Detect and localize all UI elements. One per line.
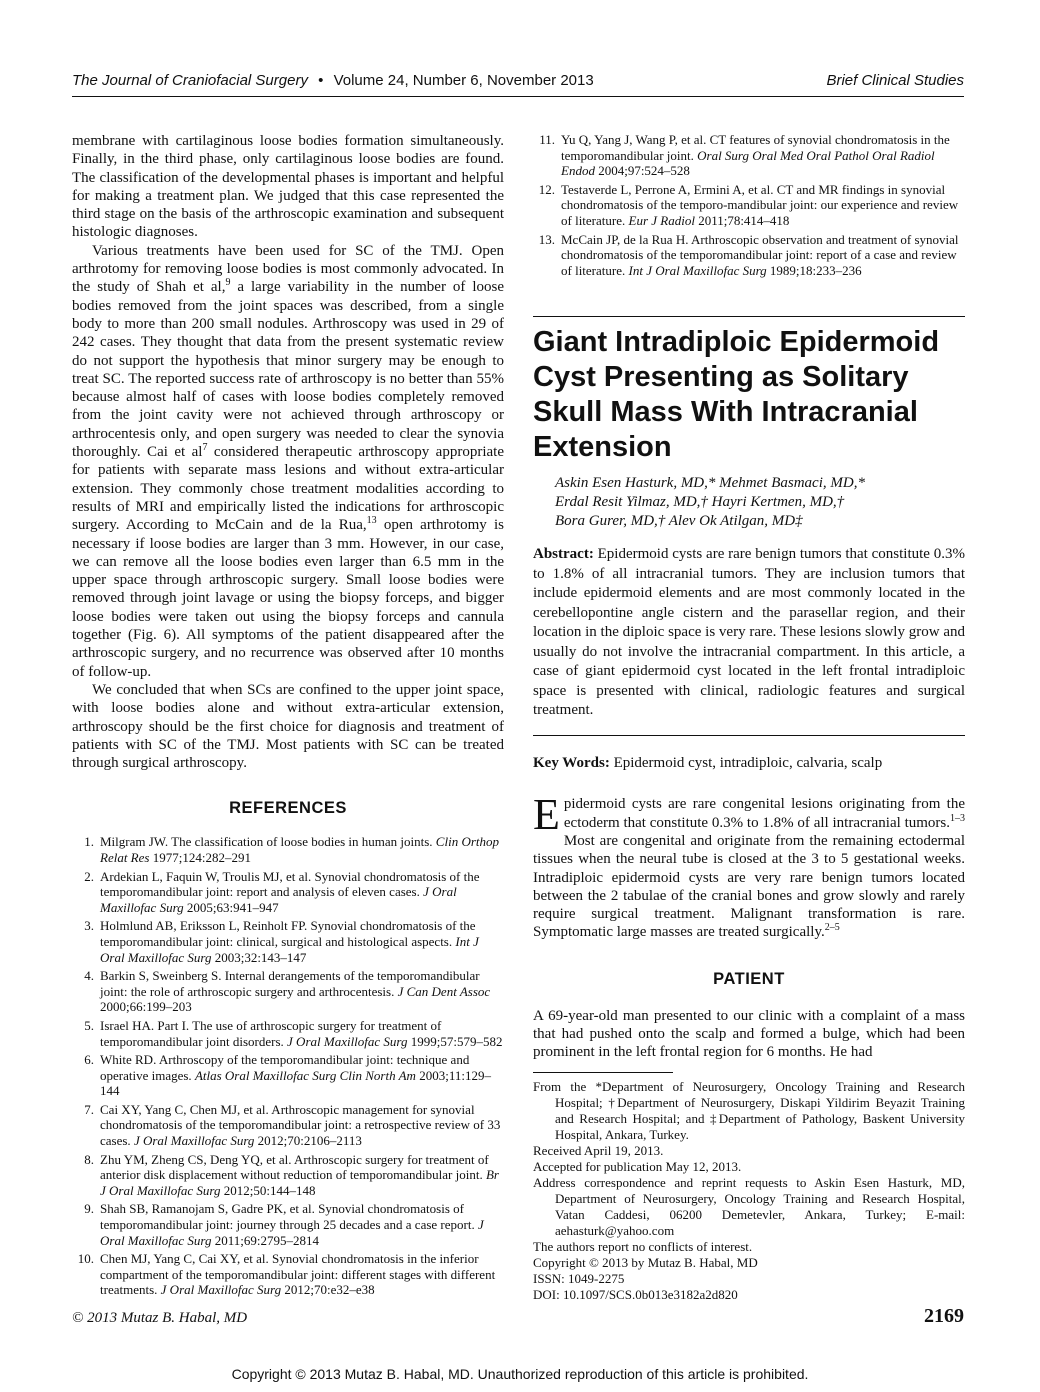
reproduction-notice: Copyright © 2013 Mutaz B. Habal, MD. Unauthorized reproduction of this article is prohibited.: [231, 1366, 809, 1382]
reference-journal: Int J Oral Maxillofac Surg: [628, 262, 767, 278]
reference-journal: J Oral Maxillofac Surg: [160, 1282, 282, 1298]
header-bullet: •: [318, 72, 324, 89]
abstract: [533, 545, 965, 721]
reference-number: 4.: [84, 968, 94, 984]
abstract-rule: [533, 735, 965, 736]
reference-citation: 2012;70:2106–2113: [254, 1133, 362, 1149]
reference-item: [72, 834, 504, 865]
reference-text: Holmlund AB, Eriksson L, Reinholt FP. Synovial chondromatosis of the temporomandibular joint: clinical, surgical and histological aspects.: [100, 918, 476, 949]
reference-item: [72, 869, 504, 916]
reference-item: [72, 1201, 504, 1248]
intro-text-a: pidermoid cysts are rare congenital lesions originating from the ectoderm that constitute 0.3% to 1.8% of all intracranial tumors.: [563, 796, 965, 831]
journal-name: The Journal of Craniofacial Surgery: [72, 72, 308, 89]
reference-citation: 2011;78:414–418: [694, 212, 790, 228]
reference-text: Yu Q, Yang J, Wang P, et al. CT features of synovial chondromatosis in the temporomandibular joint.: [561, 132, 950, 163]
citation-sup: 7: [202, 442, 208, 454]
reference-item: [533, 232, 965, 279]
reference-text: Chen MJ, Yang C, Cai XY, et al. Synovial chondromatosis in the inferior compartment of the temporomandibular joint: different stages with different treatments.: [100, 1251, 496, 1298]
reference-number: 11.: [539, 132, 555, 147]
reference-item: [72, 1102, 504, 1149]
reference-text: Testaverde L, Perrone A, Ermini A, et al. CT and MR findings in synovial chondromatosis of the temporo-mandibular joint: our experience and review of literature.: [561, 181, 959, 228]
reference-citation: 2003;32:143–147: [211, 949, 307, 965]
reference-citation: 2003;11:129–144: [100, 1067, 491, 1099]
p2-text-d: open arthrotomy is necessary if loose bodies are larger than 3 mm. However, in our case, we can remove all the loose bodies even larger than 6.5 mm in the upper space through arthroscopic surgery. Small loose bodies were removed through joint lavage or using the biopsy forceps, and bigger loose bodies were taken out using the biopsy forceps and cannula together (Fig. 6). All symptoms of the patient disappeared after the arthroscopic surgery, and no recurrence was observed after 10 months of follow-up.: [72, 517, 504, 680]
body-paragraph-2: [72, 242, 504, 681]
citation-sup: 1–3: [950, 812, 965, 824]
patient-paragraph: A 69-year-old man presented to our clinic with a complaint of a mass that had pushed onto the scalp and formed a bulge, which had been prominent in the left frontal region for 6 months. He had: [533, 1007, 965, 1061]
reference-journal: J Oral Maxillofac Surg: [100, 884, 457, 915]
correspondence-address: Address correspondence and reprint requests to Askin Esen Hasturk, MD, Department of Neurosurgery, Oncology Training and Research Hospital, Vatan Caddesi, 06200 Demetevler, Ankara, Turkey; E-mail: aehasturk@yahoo.com: [533, 1174, 965, 1238]
reference-journal: Br J Oral Maxillofac Surg: [100, 1167, 499, 1198]
reference-number: 6.: [84, 1052, 94, 1068]
reference-citation: 1999;57:579–582: [407, 1033, 503, 1049]
footer-copyright: © 2013 Mutaz B. Habal, MD: [72, 1310, 248, 1326]
keywords-text: Epidermoid cyst, intradiploic, calvaria, scalp: [609, 754, 883, 771]
running-header: [72, 72, 964, 96]
reference-text: Shah SB, Ramanojam S, Gadre PK, et al. Synovial chondromatosis of temporomandibular joint: journey through 25 decades and a case report.: [100, 1201, 478, 1233]
reference-item: [533, 182, 965, 229]
affiliation-from: From the *Department of Neurosurgery, Oncology Training and Research Hospital; †Department of Neurosurgery, Diskapi Yildirim Beyazit Training and Research Hospital; and ‡Department of Pathology, Baskent University Hospital, Ankara, Turkey.: [533, 1078, 965, 1142]
abstract-text: Epidermoid cysts are rare benign tumors that constitute 0.3% to 1.8% of all intracranial tumors. They are inclusion tumors that include epidermoid elements and are most commonly located in the cerebellopontine angle cistern and the parasellar region, and their location in the diploic space is very rare. These lesions slowly grow and usually do not involve the intracranial compartment. In this article, a case of giant epidermoid cyst located in the left frontal intradiploic space is presented with clinical, radiologic features and surgical treatment.: [533, 546, 965, 719]
reference-text: Israel HA. Part I. The use of arthroscopic surgery for treatment of temporomandibular joint disorders.: [100, 1017, 442, 1049]
reference-journal: J Oral Maxillofac Surg: [100, 1217, 484, 1248]
reference-number: 13.: [538, 231, 555, 247]
copyright-line: Copyright © 2013 by Mutaz B. Habal, MD: [533, 1254, 758, 1270]
reference-journal: J Can Dent Assoc: [397, 983, 491, 999]
reference-citation: 2012;70:e32–e38: [281, 1282, 375, 1298]
reference-journal: Oral Surg Oral Med Oral Pathol Oral Radiol Endod: [561, 147, 935, 179]
reference-item: [72, 1018, 504, 1049]
reference-number: 8.: [84, 1151, 94, 1167]
reference-text: McCain JP, de la Rua H. Arthroscopic observation and treatment of synovial chondromatosis of the temporomandibular joint: report of a case and review of literature.: [561, 231, 959, 278]
reference-item: [72, 1052, 504, 1099]
citation-sup: 13: [366, 515, 377, 527]
reference-journal: J Oral Maxillofac Surg: [287, 1033, 408, 1049]
reference-journal: J Oral Maxillofac Surg: [133, 1133, 255, 1149]
reference-citation: 1989;18:233–236: [766, 262, 862, 278]
reference-number: 10.: [77, 1251, 94, 1267]
keywords-label: Key Words:: [533, 754, 610, 771]
article-title: Giant Intradiploic Epidermoid Cyst Presenting as Solitary Skull Mass With Intracranial Extension: [533, 326, 940, 464]
page-number: 2169: [924, 1305, 964, 1327]
keywords: [533, 754, 965, 774]
reference-number: 3.: [84, 918, 94, 934]
reference-citation: 2004;97:524–528: [594, 163, 690, 179]
reference-text: Milgram JW. The classification of loose bodies in human joints.: [100, 834, 436, 850]
drop-cap: E: [533, 790, 560, 840]
reference-list-right: [533, 132, 965, 278]
reference-text: Zhu YM, Zheng CS, Deng YQ, et al. Arthroscopic surgery for treatment of anterior disk displacement without reduction of temporomandibular joint.: [100, 1151, 489, 1183]
article-top-rule: [533, 316, 965, 317]
authors-line-3: Bora Gurer, MD,† Alev Ok Atilgan, MD‡: [555, 513, 803, 530]
authors-line-1: Askin Esen Hasturk, MD,* Mehmet Basmaci, MD,*: [555, 475, 865, 492]
reference-text: Ardekian L, Faquin W, Troulis MJ, et al. Synovial chondromatosis of the temporomandibular joint: report and analysis of eleven cases.: [100, 868, 480, 900]
author-block: [533, 474, 965, 531]
reference-item: [72, 1152, 504, 1199]
conflict-statement: The authors report no conflicts of interest.: [533, 1238, 753, 1254]
reference-number: 9.: [84, 1201, 94, 1217]
reference-text: Cai XY, Yang C, Chen MJ, et al. Arthroscopic management for synovial chondromatosis of the temporomandibular joint: a retrospective review of 33 cases.: [100, 1101, 501, 1149]
p2-text-b: a large variability in the number of loose bodies removed from the joint spaces was described, from a single body to more than 200 small nodules. Arthroscopy was used in 29 of 242 cases. They thought that data from the present systematic review do not support the hypothesis that minor surgery may be enough to treat SC. The reported success rate of arthroscopy is no better than 55% because almost half of cases with loose bodies completely removed from the joint cavity were not achieved through arthroscopy or arthrocentesis only, and open surgery was needed to clear the synovia thoroughly. Cai et al: [72, 279, 504, 461]
citation-sup: 9: [225, 277, 231, 289]
reference-journal: Int J Oral Maxillofac Surg: [100, 933, 479, 965]
reference-journal: Eur J Radiol: [628, 212, 695, 228]
received-date: Received April 19, 2013.: [533, 1142, 664, 1158]
reference-citation: 2012;50:144–148: [220, 1182, 316, 1198]
reference-list-left: [72, 834, 504, 1298]
header-rule: [72, 96, 964, 97]
reference-journal: Atlas Oral Maxillofac Surg Clin North Am: [194, 1067, 416, 1083]
abstract-label: Abstract:: [533, 546, 594, 563]
reference-journal: Clin Orthop Relat Res: [100, 834, 500, 865]
left-column: [72, 132, 504, 1301]
header-left: [72, 72, 594, 89]
right-column: [533, 132, 965, 1303]
reference-number: 7.: [84, 1101, 94, 1117]
reference-text: White RD. Arthroscopy of the temporomandibular joint: technique and operative images.: [100, 1052, 470, 1083]
reference-citation: 1977;124:282–291: [149, 849, 251, 865]
reference-number: 5.: [84, 1017, 94, 1033]
accepted-date: Accepted for publication May 12, 2013.: [533, 1158, 742, 1174]
issn: ISSN: 1049-2275: [533, 1270, 625, 1286]
citation-sup: 2–5: [824, 922, 840, 934]
reference-citation: 2011;69:2795–2814: [211, 1232, 319, 1248]
reference-number: 1.: [84, 834, 94, 850]
reference-item: [72, 1251, 504, 1298]
patient-heading: PATIENT: [713, 969, 785, 988]
affiliation-footnote: [533, 1079, 965, 1303]
body-paragraph-3: We concluded that when SCs are confined to the upper joint space, with loose bodies alone and without extra-articular extension, arthroscopy should be the first choice for diagnosis and treatment of patients with SC of the TMJ. Most patients with SC can be treated through surgical arthroscopy.: [72, 681, 504, 772]
reference-item: [533, 132, 965, 179]
authors-line-2: Erdal Resit Yilmaz, MD,† Hayri Kertmen, MD,†: [555, 494, 845, 511]
reference-number: 12.: [538, 181, 555, 197]
p2-text-c: considered therapeutic arthroscopy appropriate for patients with separate mass lesions and without extra-articular extension. They commonly chose treatment modalities according to results of MRI and empirically listed the indications for arthroscopic surgery. According to McCain and de la Rua,: [72, 444, 504, 534]
doi: DOI: 10.1097/SCS.0b013e3182a2d820: [533, 1286, 738, 1302]
reference-item: [72, 968, 504, 1015]
reference-text: Barkin S, Sweinberg S. Internal derangements of the temporomandibular joint: the role of arthroscopic surgery and arthrocentesis.: [100, 968, 480, 999]
footnote-rule: [533, 1072, 673, 1073]
volume-info: Volume 24, Number 6, November 2013: [333, 72, 594, 89]
body-paragraph-1: membrane with cartilaginous loose bodies formation simultaneously. Finally, in the third phase, only cartilaginous loose bodies are found. The classification of the developmental phases is important and helpful for making a treatment plan. We judged that this case represented the third stage on the basis of the arthroscopic examination and subsequent histologic diagnoses.: [72, 133, 504, 241]
intro-text-b: Most are congenital and originate from the remaining ectodermal tissues when the neural tube is closed at the 3 to 5 gestational weeks. Intradiploic epidermoid cysts are very rare benign tumors located between the 2 tabulae of the cranial bones and grow slowly and rarely require surgical treatment. Malignant transformation is rare. Symptomatic large masses are treated surgically.: [533, 832, 965, 941]
references-heading: REFERENCES: [229, 799, 347, 818]
section-name: Brief Clinical Studies: [826, 72, 964, 89]
p2-text-a: Various treatments have been used for SC of the TMJ. Open arthrotomy for removing loose bodies is most commonly advocated. In the study of Shah et al,: [72, 242, 504, 296]
reference-item: [72, 918, 504, 965]
reference-number: 2.: [84, 868, 94, 884]
intro-paragraph: [533, 790, 965, 941]
reference-citation: 2005;63:941–947: [183, 899, 279, 915]
reference-citation: 2000;66:199–203: [100, 999, 192, 1015]
